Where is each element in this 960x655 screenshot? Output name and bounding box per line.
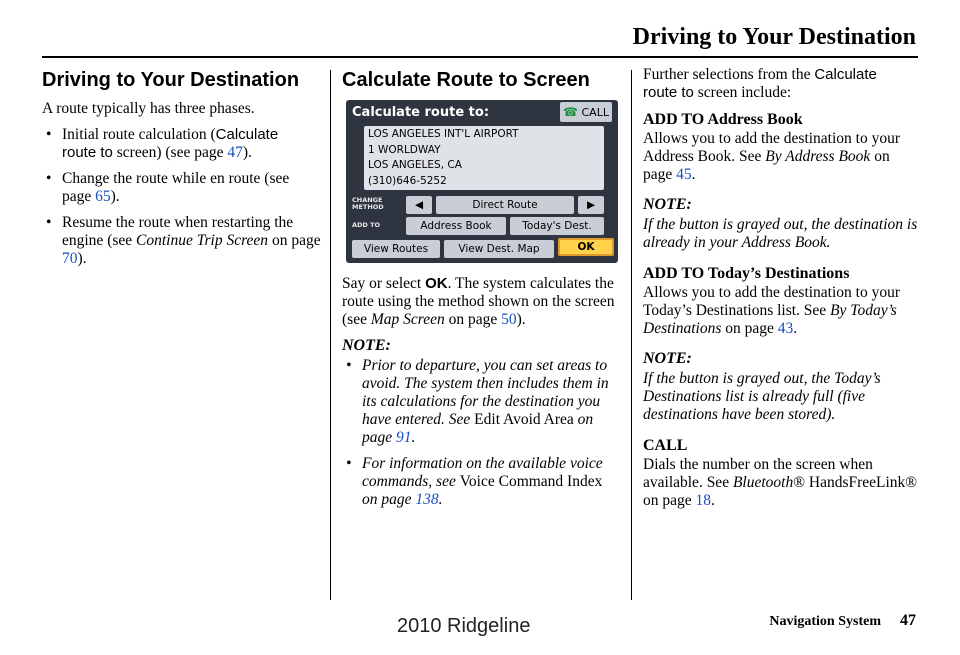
column-1 [42, 66, 322, 276]
navigation-screen [346, 100, 618, 263]
page-number: 47 [900, 612, 916, 629]
address-book-button[interactable]: Address Book [406, 217, 506, 235]
add-to-label: ADD TO [352, 221, 381, 229]
note-list [342, 357, 620, 509]
section-heading: Calculate Route to Screen [342, 69, 590, 91]
bullet-icon: • [346, 455, 352, 472]
address-line: LOS ANGELES INT'L AIRPORT [368, 128, 519, 140]
column-divider-left [330, 70, 331, 600]
address-line: 1 WORLDWAY [368, 143, 441, 156]
todays-dest-button[interactable]: Today's Dest. [510, 217, 604, 235]
intro-text: A route typically has three phases. [42, 100, 255, 117]
body-text: Say or select OK. The system calculates the route using the method shown on the screen (see Map Screen on page 50). [342, 275, 615, 328]
bullet-icon: • [46, 214, 52, 231]
destination-info-box [364, 126, 604, 190]
list-item: • Change the route while en route (see page 65). [46, 170, 290, 205]
bullet-icon: • [346, 357, 352, 374]
note-text: If the button is grayed out, the destination is already in your Address Book. [643, 216, 918, 251]
page-link[interactable]: 45 [676, 166, 692, 183]
page-link[interactable]: 47 [227, 144, 243, 161]
list-item: • For information on the available voice commands, see Voice Command Index on page 138. [346, 455, 603, 508]
section-heading: Driving to Your Destination [42, 69, 300, 91]
note-heading: NOTE: [643, 350, 692, 367]
address-line: LOS ANGELES, CA [368, 159, 462, 171]
watermark: 2010 Ridgeline [397, 615, 531, 637]
subheading: CALL [643, 437, 688, 454]
page-header-title: Driving to Your Destination [632, 24, 916, 50]
list-item: • Prior to departure, you can set areas to avoid. The system then includes them in its calculations for the destination you have entered. See Edit Avoid Area on page 91. [346, 357, 609, 446]
header-rule [42, 56, 918, 58]
ok-button[interactable]: OK [558, 238, 614, 256]
list-item: • Resume the route when restarting the engine (see Continue Trip Screen on page 70). [46, 214, 321, 267]
body-text: Allows you to add the destination to your Address Book. See By Address Book on page 45. [643, 130, 901, 183]
bullet-icon: • [46, 170, 52, 187]
body-text: Dials the number on the screen when available. See Bluetooth® HandsFreeLink® on page 18. [643, 456, 918, 509]
screen-title: Calculate route to: [352, 105, 490, 120]
column-3 [643, 66, 918, 518]
subheading: ADD TO Today’s Destinations [643, 265, 850, 282]
previous-method-button[interactable]: ◀ [406, 196, 432, 214]
call-button[interactable]: ☎ CALL [560, 102, 612, 122]
bullet-icon: • [46, 126, 52, 143]
route-method-display: Direct Route [436, 196, 574, 214]
body-text: Further selections from the Calculate route to screen include: [643, 66, 877, 101]
view-routes-button[interactable]: View Routes [352, 240, 440, 258]
change-method-label: CHANGE METHOD [352, 196, 384, 211]
phase-list [42, 126, 322, 268]
body-text: Allows you to add the destination to your Today’s Destinations list. See By Today’s Destinations on page 43. [643, 284, 901, 337]
page-link[interactable]: 43 [777, 320, 794, 337]
footer-section-name: Navigation System [769, 614, 881, 629]
page-link[interactable]: 91 [396, 429, 412, 446]
list-item: • Initial route calculation (Calculate route to screen) (see page 47). [46, 126, 279, 161]
page-link[interactable]: 18 [695, 492, 712, 509]
page-link[interactable]: 65 [95, 188, 111, 205]
column-2 [342, 66, 620, 517]
page-link[interactable]: 138 [415, 491, 439, 508]
phone-icon: ☎ [563, 105, 578, 119]
next-method-button[interactable]: ▶ [578, 196, 604, 214]
note-heading: NOTE: [643, 196, 692, 213]
note-heading: NOTE: [342, 337, 391, 354]
subheading: ADD TO Address Book [643, 111, 803, 128]
view-dest-map-button[interactable]: View Dest. Map [444, 240, 554, 258]
page-link[interactable]: 50 [501, 311, 517, 328]
phone-number: (310)646-5252 [368, 174, 447, 187]
page-link[interactable]: 70 [62, 250, 78, 267]
note-text: If the button is grayed out, the Today’s Destinations list is already full (five destinations have been stored). [643, 370, 881, 423]
column-divider-right [631, 70, 632, 600]
